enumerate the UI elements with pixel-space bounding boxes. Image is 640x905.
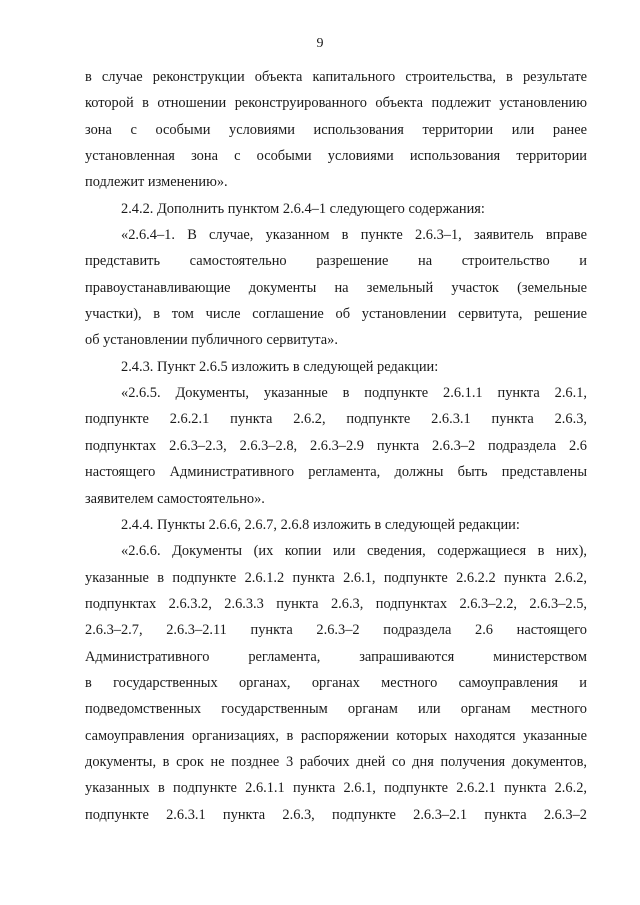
text-line: «2.6.6. Документы (их копии или сведения, содержащиеся в них), xyxy=(121,543,587,560)
text-line: 2.4.3. Пункт 2.6.5 изложить в следующей редакции: xyxy=(121,358,439,375)
text-line: подпунктах 2.6.3–2.3, 2.6.3–2.8, 2.6.3–2.9 пункта 2.6.3–2 подраздела 2.6 xyxy=(85,437,587,454)
text-line: «2.6.4–1. В случае, указанном в пункте 2.6.3–1, заявитель вправе xyxy=(121,227,587,244)
text-line: в государственных органах, органах местного самоуправления и xyxy=(85,674,587,691)
text-line: 2.4.4. Пункты 2.6.6, 2.6.7, 2.6.8 изложить в следующей редакции: xyxy=(121,516,520,533)
text-line: 2.4.2. Дополнить пунктом 2.6.4–1 следующего содержания: xyxy=(121,200,485,217)
text-line: подпункте 2.6.3.1 пункта 2.6.3, подпункте 2.6.3–2.1 пункта 2.6.3–2 xyxy=(85,806,587,823)
text-line: подпункте 2.6.2.1 пункта 2.6.2, подпункте 2.6.3.1 пункта 2.6.3, xyxy=(85,411,587,428)
text-line: Административного регламента, запрашиваются министерством xyxy=(85,648,587,665)
text-line: об установлении публичного сервитута». xyxy=(85,332,338,349)
text-line: установленная зона с особыми условиями использования территории xyxy=(85,148,587,165)
text-line: подведомственных государственным органам или органам местного xyxy=(85,701,587,718)
text-line: представить самостоятельно разрешение на строительство и xyxy=(85,253,587,270)
text-line: участки), в том числе соглашение об установлении сервитута, решение xyxy=(85,306,587,323)
text-line: самоуправления организациях, в распоряжении которых находятся указанные xyxy=(85,727,587,744)
page-number: 9 xyxy=(316,36,324,51)
text-line: в случае реконструкции объекта капитального строительства, в результате xyxy=(85,69,587,85)
text-line: указанные в подпункте 2.6.1.2 пункта 2.6.1, подпункте 2.6.2.2 пункта 2.6.2, xyxy=(85,569,587,586)
text-line: подлежит изменению». xyxy=(85,174,228,191)
text-line: зона с особыми условиями использования территории или ранее xyxy=(85,121,587,138)
text-line: подпунктах 2.6.3.2, 2.6.3.3 пункта 2.6.3, подпунктах 2.6.3–2.2, 2.6.3–2.5, xyxy=(85,595,587,612)
text-line: настоящего Административного регламента, должны быть представлены xyxy=(85,464,587,481)
text-line: заявителем самостоятельно». xyxy=(85,490,265,507)
text-line: правоустанавливающие документы на земельный участок (земельные xyxy=(85,279,587,296)
document-body xyxy=(85,64,587,828)
text-line: которой в отношении реконструированного объекта подлежит установлению xyxy=(85,95,587,112)
text-line: документы, в срок не позднее 3 рабочих дней со дня получения документов, xyxy=(85,753,587,770)
text-line: «2.6.5. Документы, указанные в подпункте 2.6.1.1 пункта 2.6.1, xyxy=(121,385,587,402)
text-line: 2.6.3–2.7, 2.6.3–2.11 пункта 2.6.3–2 подраздела 2.6 настоящего xyxy=(85,622,587,639)
text-line: указанных в подпункте 2.6.1.1 пункта 2.6.1, подпункте 2.6.2.1 пункта 2.6.2, xyxy=(85,780,587,797)
